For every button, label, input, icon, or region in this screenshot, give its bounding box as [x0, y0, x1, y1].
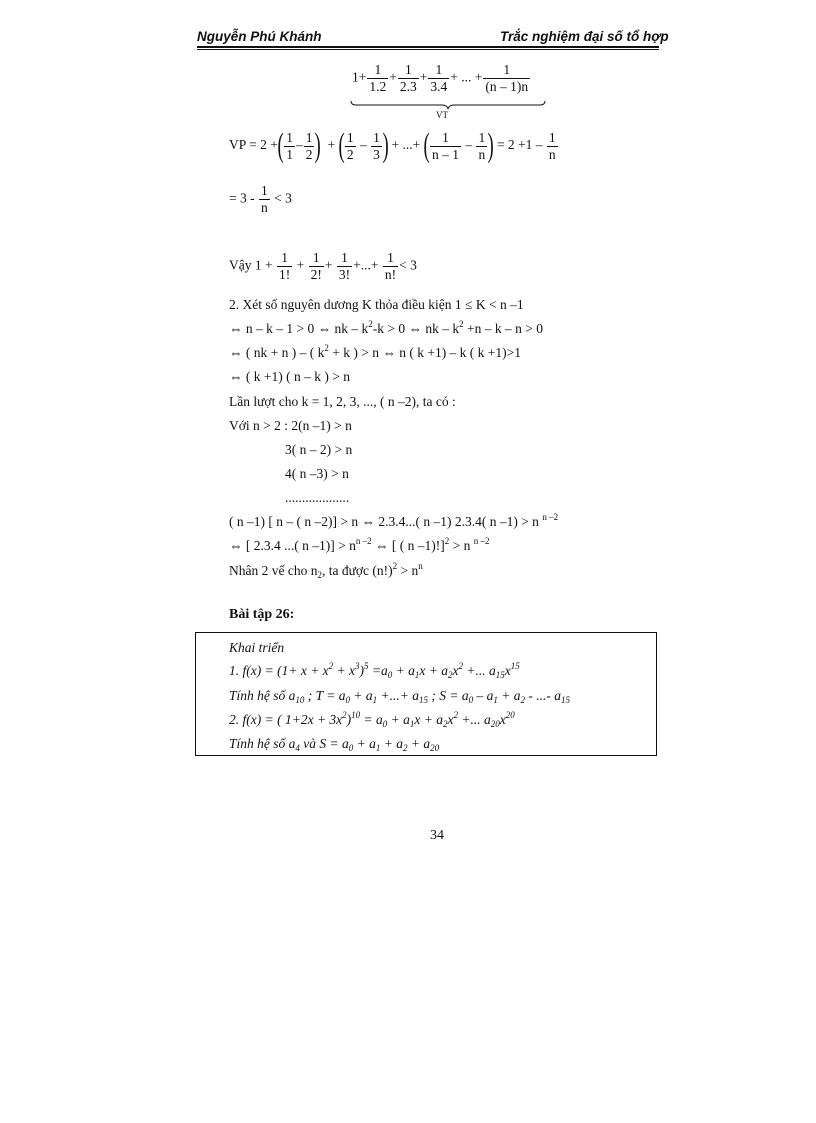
header-rule	[197, 46, 659, 48]
eq3-frac: $\frac{1}{n}$	[260, 183, 268, 215]
exercise-line-5: Tính hệ số $a_4$ và $S = a_0 + a_1 + a_2 + a_{20}$	[229, 736, 440, 753]
vt-label: VT	[436, 110, 448, 120]
vp-frac-7: $\frac{1}{n}$	[548, 129, 556, 162]
vt-dots: + ... +	[450, 69, 483, 85]
vt-lead: 1+	[352, 69, 367, 85]
header-book-title: Trắc nghiệm đại số tổ hợp	[500, 29, 669, 44]
vay-frac-1: $\frac{1}{1!}$	[278, 250, 291, 282]
vt-sum-expression: 1+ $\frac{1}{1.2}$ + $\frac{1}{2.3}$ + $\frac{1}{3.4}$ + ... + $\frac{1}{(n - 1)n}$	[352, 62, 529, 94]
underbrace	[350, 100, 546, 110]
exercise-line-2: 1. $f(x) = (1+ x + x^2 + x^3)^5 =a_0 + a_1x + a_2x^2$ +... $a_{15}x^{15}$	[229, 661, 520, 680]
text-line-6: Với n > 2 : 2(n –1) > n	[229, 418, 352, 433]
vt-frac-last: $\frac{1}{(n - 1)n}$	[485, 62, 529, 94]
vt-frac-3: $\frac{1}{3.4}$	[430, 62, 448, 94]
page-number: 34	[430, 828, 444, 843]
text-line-9: ...................	[285, 490, 350, 505]
text-line-5: Lần lượt cho k = 1, 2, 3, ..., ( n –2), ta có :	[229, 394, 456, 409]
exercise-title: Bài tập 26:	[229, 607, 295, 622]
vay-frac-3: $\frac{1}{3!}$	[338, 250, 351, 282]
vp-frac-5: $\frac{1}{n - 1}$	[431, 129, 459, 162]
header-author: Nguyễn Phú Khánh	[197, 29, 322, 44]
header-rule-thin	[197, 49, 659, 50]
text-line-1: 2. Xét số nguyên dương K thỏa điều kiện 1 ≤ K < n –1	[229, 297, 524, 312]
vt-frac-1: $\frac{1}{1.2}$	[369, 62, 387, 94]
vp-frac-4: $\frac{1}{3}$	[373, 129, 380, 162]
exercise-line-3: Tính hệ số $a_{10}$ ; $T = a_0 + a_1$ +...+ $a_{15}$ ; $S = a_0 - a_1 + a_2$ - ...- $a_{15}$	[229, 688, 570, 705]
vp-expression: VP = 2 +( $\frac{1}{1}$ – $\frac{1}{2}$ ) + ( $\frac{1}{2}$ – $\frac{1}{3}$ ) + ...+ ( $\frac{1}{n - 1}$ – $\frac{1}{n}$ ) = 2 +1 – $\frac{1}{n}$	[229, 127, 556, 164]
exercise-line-1: Khai triển	[229, 640, 285, 655]
text-line-2: ⇔ n – k – 1 > 0 ⇔ nk – $k^2-k > 0$ ⇔ nk – $k^2 +n - k - n > 0$	[229, 319, 543, 336]
text-line-11: ⇔ [ 2.3.4 ...( n $-1)] > n^{n -2}$ ⇔ [ ( n –1)!]$^2$ > n $^{n -2}$	[229, 536, 490, 553]
vp-frac-3: $\frac{1}{2}$	[346, 129, 354, 162]
text-line-3: ⇔ ( nk + n ) – ( $k^2 + k$ ) > n ⇔ n ( k +1) – k ( k +1)>1	[229, 343, 522, 360]
vp-frac-2: $\frac{1}{2}$	[305, 129, 313, 162]
vay-frac-last: $\frac{1}{n!}$	[384, 250, 397, 282]
vay-frac-2: $\frac{1}{2!}$	[310, 250, 322, 282]
vt-frac-2: $\frac{1}{2.3}$	[399, 62, 417, 94]
exercise-line-4: 2. f(x) = ( $1+2x + 3x^2)^{10} = a_0 + a_1x + a_2x^2$ +... $a_{20}x^{20}$	[229, 710, 515, 729]
eq-3-minus: = 3 - $\frac{1}{n}$ < 3	[229, 183, 292, 215]
vp-frac-1: $\frac{1}{1}$	[286, 129, 293, 162]
vay-expression: Vậy 1 + $\frac{1}{1!}$ + $\frac{1}{2!}$ + $\frac{1}{3!}$ +...+ $\frac{1}{n!}$ < 3	[229, 250, 417, 282]
vp-frac-6: $\frac{1}{n}$	[478, 129, 486, 162]
text-line-4: ⇔ ( k +1) ( n – k ) > n	[229, 369, 350, 384]
text-line-7: 3( n – 2) > n	[285, 442, 353, 457]
text-line-12: Nhân 2 vế cho $n_2$, ta được $(n!)^2 > n^n$	[229, 561, 423, 580]
text-line-8: 4( n –3) > n	[285, 466, 349, 481]
text-line-10: ( n –1) [ n – ( n –2)] > n ⇔ 2.3.4...( n –1) 2.3.4( n –1) > n $^{n -2}$	[229, 512, 559, 529]
